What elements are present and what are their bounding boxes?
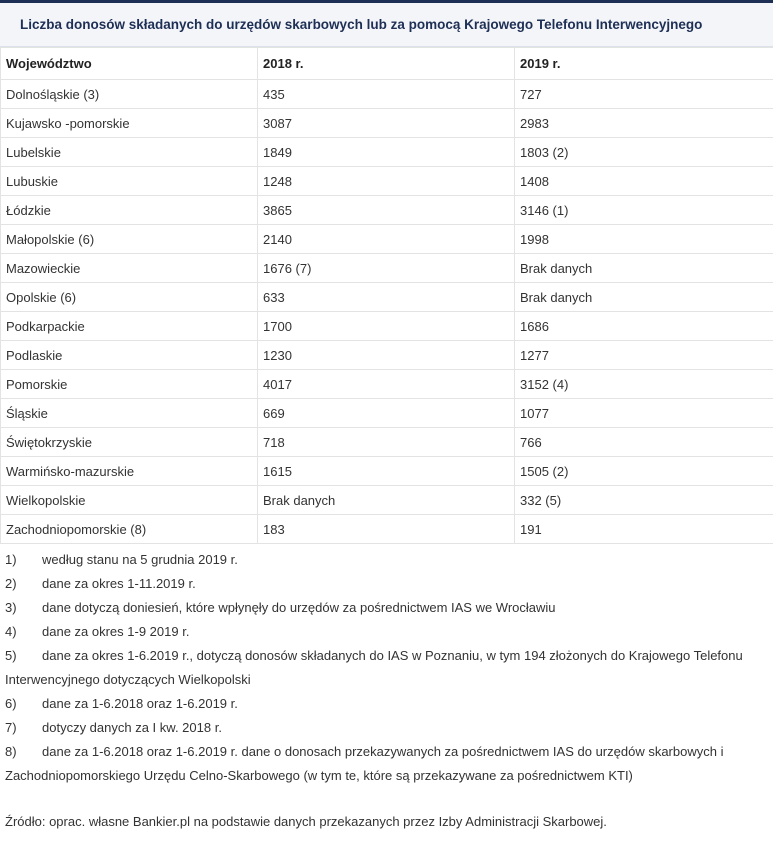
table-row xyxy=(1,341,773,370)
header-row xyxy=(1,48,773,80)
cell-region: Zachodniopomorskie (8) xyxy=(1,515,258,544)
cell-2019: Brak danych xyxy=(515,254,773,283)
cell-2018: 183 xyxy=(258,515,515,544)
footnote-text: według stanu na 5 grudnia 2019 r. xyxy=(42,552,238,567)
footnote xyxy=(5,740,768,788)
cell-2019: 3146 (1) xyxy=(515,196,773,225)
cell-2018: 2140 xyxy=(258,225,515,254)
footnote xyxy=(5,572,768,596)
cell-2018: 633 xyxy=(258,283,515,312)
footnote-text: dane za okres 1-9 2019 r. xyxy=(42,624,190,639)
data-table xyxy=(0,47,773,544)
table-row xyxy=(1,138,773,167)
footnote xyxy=(5,716,768,740)
cell-region: Kujawsko -pomorskie xyxy=(1,109,258,138)
table-row xyxy=(1,515,773,544)
footnote-number: 5) xyxy=(5,648,17,663)
cell-2019: 1803 (2) xyxy=(515,138,773,167)
cell-2018: 1700 xyxy=(258,312,515,341)
cell-2019: Brak danych xyxy=(515,283,773,312)
column-header-2019: 2019 r. xyxy=(515,48,773,80)
cell-2019: 766 xyxy=(515,428,773,457)
cell-2018: 4017 xyxy=(258,370,515,399)
footnote-text: dane dotyczą doniesień, które wpłynęły do urzędów za pośrednictwem IAS we Wrocławiu xyxy=(42,600,556,615)
footnote-number: 2) xyxy=(5,576,17,591)
cell-2019: 332 (5) xyxy=(515,486,773,515)
cell-2018: 3865 xyxy=(258,196,515,225)
cell-2018: 1676 (7) xyxy=(258,254,515,283)
cell-2019: 3152 (4) xyxy=(515,370,773,399)
cell-2018: 3087 xyxy=(258,109,515,138)
cell-2019: 1408 xyxy=(515,167,773,196)
footnote-text: dane za 1-6.2018 oraz 1-6.2019 r. dane o donosach przekazywanych za pośrednictwem IAS do urzędów skarbowych i Zachodniopomorskiego Urzędu Celno-Skarbowego (w tym te, które są przekazywane za pośrednictwem KTI) xyxy=(5,744,724,783)
cell-region: Łódzkie xyxy=(1,196,258,225)
cell-region: Śląskie xyxy=(1,399,258,428)
footnote xyxy=(5,692,768,716)
table-row xyxy=(1,167,773,196)
cell-2018: 1849 xyxy=(258,138,515,167)
footnote-text: dotyczy danych za I kw. 2018 r. xyxy=(42,720,222,735)
table-row xyxy=(1,457,773,486)
cell-2018: 1248 xyxy=(258,167,515,196)
cell-2019: 1505 (2) xyxy=(515,457,773,486)
footnote-number: 7) xyxy=(5,720,17,735)
footnote-number: 1) xyxy=(5,552,17,567)
table-row xyxy=(1,312,773,341)
cell-region: Małopolskie (6) xyxy=(1,225,258,254)
table-title: Liczba donosów składanych do urzędów skarbowych lub za pomocą Krajowego Telefonu Interwencyjnego xyxy=(0,3,773,47)
table-row xyxy=(1,109,773,138)
cell-2019: 191 xyxy=(515,515,773,544)
footnote-number: 4) xyxy=(5,624,17,639)
cell-2018: Brak danych xyxy=(258,486,515,515)
table-row xyxy=(1,283,773,312)
cell-2019: 1998 xyxy=(515,225,773,254)
table-row xyxy=(1,428,773,457)
cell-2018: 435 xyxy=(258,80,515,109)
footnote-text: dane za okres 1-6.2019 r., dotyczą donosów składanych do IAS w Poznaniu, w tym 194 złożonych do Krajowego Telefonu Interwencyjnego dotyczących Wielkopolski xyxy=(5,648,743,687)
cell-region: Warmińsko-mazurskie xyxy=(1,457,258,486)
column-header-2018: 2018 r. xyxy=(258,48,515,80)
footnote-number: 6) xyxy=(5,696,17,711)
footnote-text: dane za okres 1-11.2019 r. xyxy=(42,576,196,591)
table-row xyxy=(1,399,773,428)
footnote xyxy=(5,644,768,692)
cell-region: Podkarpackie xyxy=(1,312,258,341)
cell-2018: 1230 xyxy=(258,341,515,370)
cell-region: Świętokrzyskie xyxy=(1,428,258,457)
cell-region: Lubelskie xyxy=(1,138,258,167)
footnote xyxy=(5,620,768,644)
table-row xyxy=(1,225,773,254)
cell-region: Lubuskie xyxy=(1,167,258,196)
cell-2018: 718 xyxy=(258,428,515,457)
footnote xyxy=(5,596,768,620)
cell-region: Pomorskie xyxy=(1,370,258,399)
cell-2019: 1686 xyxy=(515,312,773,341)
column-header-region: Województwo xyxy=(1,48,258,80)
cell-2018: 1615 xyxy=(258,457,515,486)
cell-region: Podlaskie xyxy=(1,341,258,370)
table-row xyxy=(1,80,773,109)
cell-2019: 2983 xyxy=(515,109,773,138)
table-row xyxy=(1,196,773,225)
cell-region: Wielkopolskie xyxy=(1,486,258,515)
source-note: Źródło: oprac. własne Bankier.pl na podstawie danych przekazanych przez Izby Administracji Skarbowej. xyxy=(5,814,607,829)
footnotes xyxy=(0,544,773,834)
cell-region: Dolnośląskie (3) xyxy=(1,80,258,109)
cell-2019: 1077 xyxy=(515,399,773,428)
cell-2019: 1277 xyxy=(515,341,773,370)
footnote-number: 3) xyxy=(5,600,17,615)
cell-2018: 669 xyxy=(258,399,515,428)
cell-region: Opolskie (6) xyxy=(1,283,258,312)
footnote-number: 8) xyxy=(5,744,17,759)
footnote xyxy=(5,548,768,572)
cell-region: Mazowieckie xyxy=(1,254,258,283)
cell-2019: 727 xyxy=(515,80,773,109)
table-row xyxy=(1,254,773,283)
table-row xyxy=(1,370,773,399)
table-row xyxy=(1,486,773,515)
footnote-text: dane za 1-6.2018 oraz 1-6.2019 r. xyxy=(42,696,238,711)
